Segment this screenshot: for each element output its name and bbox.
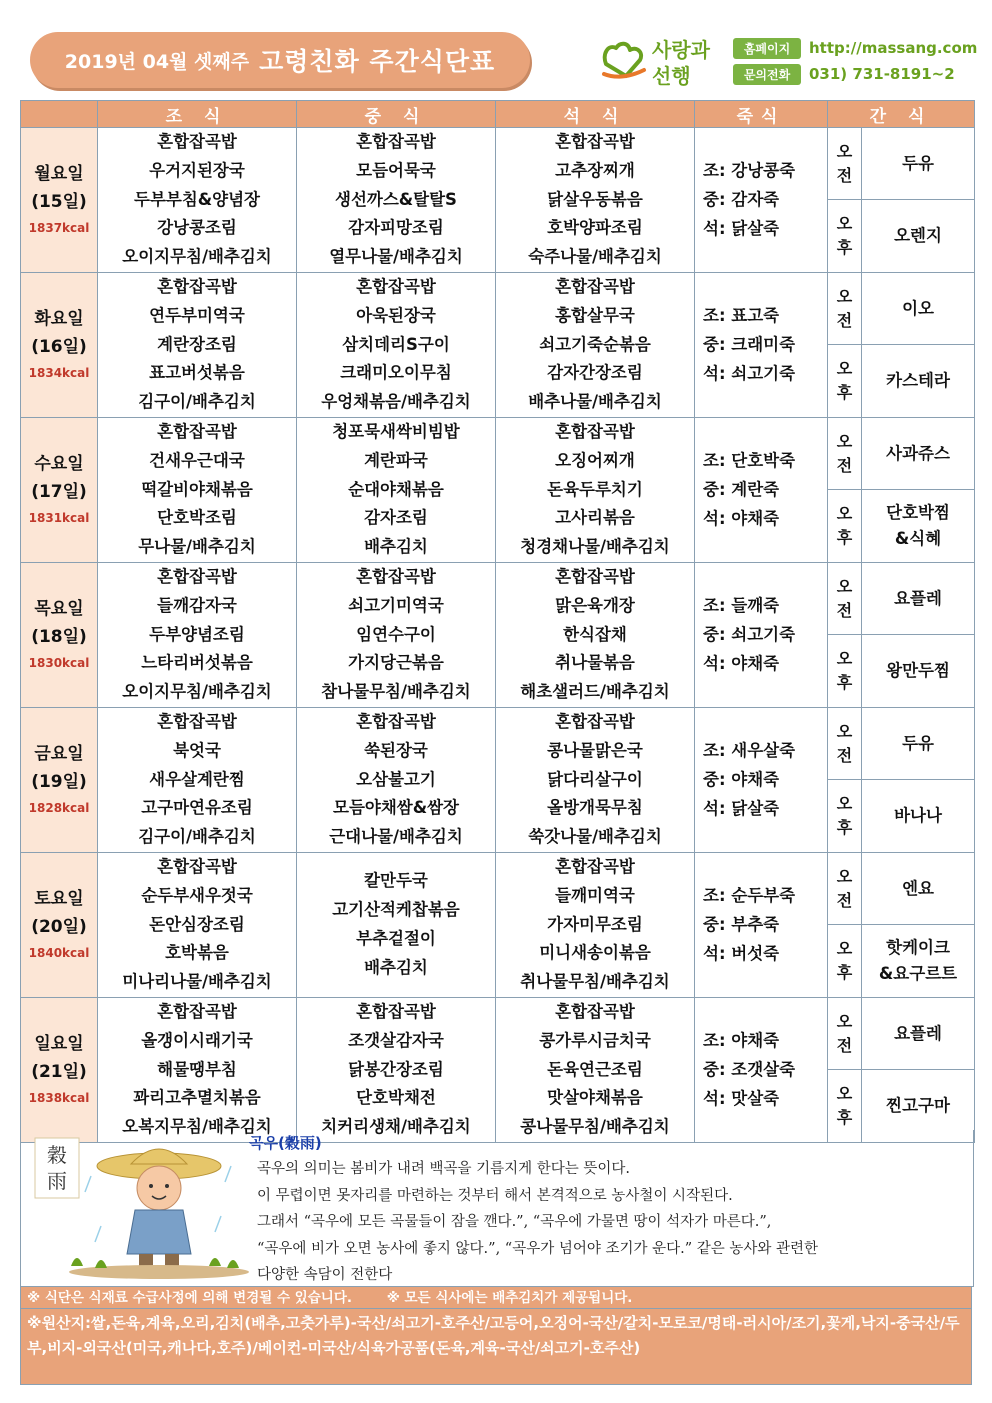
pm-char: 오 — [836, 214, 853, 234]
snack-pm — [862, 200, 975, 273]
menu-item: 혼합잡곡밥 — [157, 711, 237, 731]
day-cell — [21, 997, 98, 1142]
kcal-value: 1828kcal — [28, 800, 90, 815]
menu-item: 혼합잡곡밥 — [157, 276, 237, 296]
menu-item: 석: 쇠고기죽 — [703, 364, 796, 384]
menu-item: 배추나물/배추김치 — [528, 392, 662, 412]
menu-item: 중: 야채죽 — [703, 770, 780, 790]
col-snack: 간 식 — [828, 101, 975, 128]
snack-pm — [862, 780, 975, 853]
day-name: 금요일 — [34, 743, 84, 764]
menu-item: 혼합잡곡밥 — [356, 132, 436, 151]
porridge-cell — [695, 997, 828, 1142]
menu-item: 김구이/배추김치 — [138, 392, 256, 412]
lunch-cell — [297, 997, 496, 1142]
day-cell — [21, 128, 98, 273]
day-date: (21일) — [31, 1061, 87, 1082]
menu-item: 쑥된장국 — [364, 740, 428, 760]
snack-am-label — [828, 997, 862, 1069]
menu-item: 순대야채볶음 — [348, 479, 444, 499]
am-char: 오 — [836, 431, 853, 451]
menu-item: 오복지무침/배추김치 — [122, 1117, 272, 1137]
col-breakfast: 조 식 — [98, 101, 297, 128]
menu-item: 혼합잡곡밥 — [555, 856, 635, 876]
pm-char: 후 — [836, 673, 853, 693]
am-char: 오 — [836, 1011, 853, 1031]
pm-char: 오 — [836, 794, 853, 814]
pm-char: 오 — [836, 504, 853, 524]
menu-item: 돈안심장조림 — [149, 914, 245, 934]
menu-item: 혼합잡곡밥 — [555, 421, 635, 441]
day-date: (17일) — [31, 481, 87, 502]
info-line: “곡우에 비가 오면 농사에 좋지 않다.”, “곡우가 넘어야 조기가 운다.” 같은 농사와 관련한 — [257, 1240, 819, 1257]
day-name: 화요일 — [34, 308, 84, 329]
menu-item: 해초샐러드/배추김치 — [520, 682, 670, 702]
homepage-label: 홈페이지 — [733, 38, 801, 59]
day-cell — [21, 852, 98, 997]
porridge-cell — [695, 417, 828, 562]
menu-item: 혼합잡곡밥 — [157, 856, 237, 876]
menu-item: 맑은육개장 — [555, 595, 635, 615]
day-name: 토요일 — [34, 888, 84, 909]
breakfast-cell — [98, 852, 297, 997]
menu-item: 중: 감자죽 — [703, 190, 780, 210]
kcal-value: 1840kcal — [28, 945, 90, 960]
menu-item: 혼합잡곡밥 — [157, 566, 237, 586]
menu-item: 맛살야채볶음 — [547, 1088, 643, 1108]
title-main: 고령친화 주간식단표 — [259, 47, 496, 76]
info-line: 다양한 속담이 전한다 — [257, 1267, 393, 1283]
menu-item: 순두부새우젓국 — [141, 885, 253, 905]
menu-item: 가지당근볶음 — [348, 653, 444, 673]
day-date: (19일) — [31, 771, 87, 792]
menu-item: 중: 부추죽 — [703, 915, 780, 935]
pm-char: 오 — [836, 359, 853, 379]
day-name: 목요일 — [34, 598, 84, 619]
am-char: 전 — [836, 600, 853, 620]
notice-bar — [20, 1287, 972, 1309]
pm-char: 후 — [836, 383, 853, 403]
menu-item: 해물땡부침 — [157, 1059, 237, 1079]
menu-item: 엔요 — [902, 878, 934, 898]
porridge-cell — [695, 128, 828, 273]
menu-item: 배추김치 — [364, 537, 428, 557]
origin-bar: ※원산지:쌀,돈육,계육,오리,김치(배추,고춧가루)-국산/쇠고기-호주산/고등어,오징어-국산/갈치-모로코/명태-러시아/조기,꽃게,낙지-중국산/두부,비지-외국산(미국,캐나다,호주)/베이컨-미국산/식육가공품(돈육,계육-국산/쇠고기-호주산) — [20, 1309, 972, 1385]
homepage-link[interactable]: http://massang.com — [809, 39, 978, 57]
menu-item: 두유 — [902, 153, 934, 173]
menu-item: 혼합잡곡밥 — [157, 1001, 237, 1021]
menu-item: 아욱된장국 — [356, 305, 436, 325]
am-char: 오 — [836, 721, 853, 741]
info-box — [20, 1130, 974, 1287]
day-date: (20일) — [31, 916, 87, 937]
dinner-cell — [496, 852, 695, 997]
menu-item: 미니새송이볶음 — [539, 943, 651, 963]
snack-pm-label — [828, 345, 862, 418]
menu-item: &식혜 — [894, 529, 942, 549]
menu-item: 고구마연유조림 — [141, 798, 253, 818]
snack-am-label — [828, 417, 862, 489]
menu-item: 중: 쇠고기죽 — [703, 625, 796, 645]
day-row — [21, 128, 975, 200]
menu-item: 들깨감자국 — [157, 595, 237, 615]
day-cell — [21, 707, 98, 852]
menu-item: 혼합잡곡밥 — [356, 711, 436, 731]
snack-am — [862, 997, 975, 1069]
lunch-cell — [297, 128, 496, 273]
snack-am — [862, 852, 975, 924]
pm-char: 오 — [836, 1084, 853, 1104]
menu-item: 가자미무조림 — [547, 914, 643, 934]
info-line: 그래서 “곡우에 모든 곡물들이 잠을 깬다.”, “곡우에 가물면 땅이 석자가 마른다.”, — [257, 1214, 772, 1230]
day-cell — [21, 272, 98, 417]
menu-item: 오징어찌개 — [555, 450, 635, 470]
menu-item: 청포묵새싹비빔밥 — [332, 421, 460, 441]
col-day — [21, 101, 98, 128]
am-char: 전 — [836, 455, 853, 475]
porridge-cell — [695, 852, 828, 997]
menu-item: 감자간장조림 — [547, 363, 643, 383]
breakfast-cell — [98, 562, 297, 707]
menu-item: 임연수구이 — [356, 624, 436, 644]
lunch-cell — [297, 707, 496, 852]
kcal-value: 1838kcal — [28, 1090, 90, 1105]
dinner-cell — [496, 707, 695, 852]
menu-item: 단호박채전 — [356, 1088, 436, 1108]
day-cell — [21, 562, 98, 707]
menu-item: 표고버섯볶음 — [149, 363, 245, 383]
menu-item: 혼합잡곡밥 — [157, 421, 237, 441]
menu-item: 근대나물/배추김치 — [329, 827, 463, 847]
hanja-2: 雨 — [47, 1169, 67, 1193]
menu-item: 취나물볶음 — [555, 653, 635, 673]
menu-item: 우엉채볶음/배추김치 — [321, 392, 471, 412]
menu-item: 콩나물맑은국 — [547, 740, 643, 760]
snack-pm-label — [828, 200, 862, 273]
menu-item: 생선까스&탈탈S — [335, 189, 457, 209]
pm-char: 후 — [836, 963, 853, 983]
dinner-cell — [496, 417, 695, 562]
menu-item: 치커리생채/배추김치 — [321, 1117, 471, 1137]
kcal-value: 1830kcal — [28, 655, 90, 670]
menu-item: 무나물/배추김치 — [138, 537, 256, 557]
pm-char: 후 — [836, 238, 853, 258]
menu-item: 떡갈비야채볶음 — [141, 479, 253, 499]
menu-item: 고기산적케찹볶음 — [332, 900, 460, 920]
menu-item: 석: 닭살죽 — [703, 799, 780, 819]
menu-item: 청경채나물/배추김치 — [520, 537, 670, 557]
menu-item: 모듬야채쌈&쌈장 — [333, 798, 459, 818]
menu-item: 바나나 — [894, 806, 942, 826]
farmer-rain-illustration — [31, 1136, 251, 1281]
day-row — [21, 272, 975, 344]
porridge-cell — [695, 272, 828, 417]
snack-am-label — [828, 707, 862, 779]
menu-item: 고사리볶음 — [555, 508, 635, 528]
menu-item: 참나물무침/배추김치 — [321, 682, 471, 702]
menu-item: 호박볶음 — [165, 943, 229, 963]
menu-item: 석: 야채죽 — [703, 509, 780, 529]
menu-item: 단호박조림 — [157, 508, 237, 528]
menu-item: 조: 표고죽 — [703, 306, 780, 326]
am-char: 오 — [836, 576, 853, 596]
menu-item: 한식잡채 — [563, 624, 627, 644]
breakfast-cell — [98, 997, 297, 1142]
menu-item: 핫케이크 — [886, 938, 950, 958]
weekly-menu-table — [20, 100, 975, 1143]
menu-item: 닭살우동볶음 — [547, 189, 643, 209]
menu-item: 혼합잡곡밥 — [356, 276, 436, 296]
logo — [600, 30, 720, 88]
info-text — [257, 1156, 957, 1289]
title-banner — [30, 32, 530, 88]
phone-number: 031) 731-8191~2 — [809, 65, 955, 83]
menu-item: 중: 크래미죽 — [703, 335, 796, 355]
pm-char: 오 — [836, 649, 853, 669]
snack-am-label — [828, 562, 862, 634]
menu-item: 감자피망조림 — [348, 218, 444, 238]
menu-item: 혼합잡곡밥 — [555, 711, 635, 731]
day-date: (15일) — [31, 191, 87, 212]
logo-text-2: 선행 — [652, 64, 691, 88]
menu-item: 조: 야채죽 — [703, 1031, 780, 1051]
menu-item: 들깨미역국 — [555, 885, 635, 905]
snack-am — [862, 417, 975, 489]
menu-item: 숙주나물/배추김치 — [528, 247, 662, 267]
dinner-cell — [496, 272, 695, 417]
day-row — [21, 997, 975, 1069]
breakfast-cell — [98, 417, 297, 562]
menu-item: 석: 버섯죽 — [703, 944, 780, 964]
menu-item: 연두부미역국 — [149, 305, 245, 325]
menu-item: 삼치데리S구이 — [342, 334, 450, 354]
menu-item: 콩가루시금치국 — [539, 1030, 651, 1050]
menu-item: 오렌지 — [894, 226, 942, 246]
menu-item: 이오 — [902, 298, 934, 318]
menu-item: 부추겉절이 — [356, 928, 436, 948]
breakfast-cell — [98, 272, 297, 417]
menu-item: 고추장찌개 — [555, 160, 635, 180]
snack-pm-label — [828, 780, 862, 853]
menu-item: 카스테라 — [886, 371, 950, 391]
homepage-row — [733, 37, 978, 59]
am-char: 오 — [836, 286, 853, 306]
menu-item: 혼합잡곡밥 — [356, 1001, 436, 1021]
menu-item: 계란장조림 — [157, 334, 237, 354]
lunch-cell — [297, 562, 496, 707]
lunch-cell — [297, 852, 496, 997]
menu-item: 취나물무침/배추김치 — [520, 972, 670, 992]
info-line: 곡우의 의미는 봄비가 내려 백곡을 기름지게 한다는 뜻이다. — [257, 1161, 631, 1177]
menu-item: 북엇국 — [173, 740, 221, 760]
menu-item: 오이지무침/배추김치 — [122, 682, 272, 702]
day-row — [21, 852, 975, 924]
menu-item: &요구르트 — [878, 964, 958, 984]
menu-item: 오이지무침/배추김치 — [122, 247, 272, 267]
snack-am-label — [828, 272, 862, 344]
menu-item: 올방개묵무침 — [547, 798, 643, 818]
porridge-cell — [695, 707, 828, 852]
am-char: 전 — [836, 165, 853, 185]
am-char: 전 — [836, 1035, 853, 1055]
am-char: 오 — [836, 866, 853, 886]
am-char: 전 — [836, 745, 853, 765]
kcal-value: 1831kcal — [28, 510, 90, 525]
menu-item: 돈육연근조림 — [547, 1059, 643, 1079]
snack-pm — [862, 490, 975, 563]
menu-item: 두부양념조림 — [149, 624, 245, 644]
menu-item: 쇠고기죽순볶음 — [539, 334, 651, 354]
am-char: 오 — [836, 141, 853, 161]
menu-item: 단호박찜 — [886, 503, 950, 523]
menu-item: 올갱이시래기국 — [141, 1030, 253, 1050]
menu-item: 조: 들깨죽 — [703, 596, 780, 616]
menu-item: 강낭콩조림 — [157, 218, 237, 238]
pm-char: 오 — [836, 939, 853, 959]
info-line: 이 무렵이면 못자리를 마련하는 것부터 해서 본격적으로 농사철이 시작된다. — [257, 1187, 733, 1204]
menu-item: 혼합잡곡밥 — [555, 132, 635, 151]
snack-am — [862, 128, 975, 200]
menu-item: 호박양파조림 — [547, 218, 643, 238]
menu-item: 혼합잡곡밥 — [555, 276, 635, 296]
menu-item: 찐고구마 — [886, 1096, 950, 1116]
col-porridge: 죽식 — [695, 101, 828, 128]
snack-am — [862, 272, 975, 344]
snack-pm-label — [828, 635, 862, 708]
day-name: 수요일 — [34, 453, 84, 474]
menu-item: 혼합잡곡밥 — [157, 132, 237, 151]
logo-text-1: 사랑과 — [652, 38, 710, 62]
snack-pm-label — [828, 925, 862, 998]
menu-item: 쑥갓나물/배추김치 — [528, 827, 662, 847]
menu-item: 모듬어묵국 — [356, 160, 436, 180]
lunch-cell — [297, 272, 496, 417]
menu-item: 꽈리고추멸치볶음 — [133, 1088, 261, 1108]
menu-item: 콩나물무침/배추김치 — [520, 1117, 670, 1137]
dinner-cell — [496, 128, 695, 273]
am-char: 전 — [836, 890, 853, 910]
menu-item: 열무나물/배추김치 — [329, 247, 463, 267]
menu-item: 왕만두찜 — [886, 661, 950, 681]
menu-item: 우거지된장국 — [149, 160, 245, 180]
kcal-value: 1834kcal — [28, 365, 90, 380]
col-dinner: 석 식 — [496, 101, 695, 128]
menu-item: 중: 계란죽 — [703, 480, 780, 500]
menu-item: 석: 닭살죽 — [703, 219, 780, 239]
snack-am-label — [828, 852, 862, 924]
menu-item: 쇠고기미역국 — [348, 595, 444, 615]
hanja-1: 穀 — [47, 1143, 67, 1167]
day-row — [21, 562, 975, 634]
snack-pm — [862, 925, 975, 998]
menu-item: 닭봉간장조림 — [348, 1059, 444, 1079]
menu-item: 배추김치 — [364, 957, 428, 977]
menu-item: 조: 단호박죽 — [703, 451, 796, 471]
phone-row — [733, 63, 978, 85]
menu-item: 새우살계란찜 — [149, 769, 245, 789]
porridge-cell — [695, 562, 828, 707]
menu-item: 중: 조갯살죽 — [703, 1060, 796, 1080]
menu-item: 혼합잡곡밥 — [555, 566, 635, 586]
menu-item: 혼합잡곡밥 — [356, 566, 436, 586]
menu-item: 닭다리살구이 — [547, 769, 643, 789]
day-row — [21, 707, 975, 779]
day-name: 일요일 — [34, 1033, 84, 1054]
pm-char: 후 — [836, 1108, 853, 1128]
day-cell — [21, 417, 98, 562]
menu-item: 요플레 — [894, 588, 942, 608]
notice-change: ※ 식단은 식재료 수급사정에 의해 변경될 수 있습니다. — [27, 1290, 353, 1306]
dinner-cell — [496, 562, 695, 707]
breakfast-cell — [98, 707, 297, 852]
menu-item: 석: 야채죽 — [703, 654, 780, 674]
title-week: 2019년 04월 셋째주 — [64, 50, 250, 73]
notice-kimchi: ※ 모든 식사에는 배추김치가 제공됩니다. — [386, 1290, 633, 1306]
menu-item: 석: 맛살죽 — [703, 1089, 780, 1109]
pm-char: 후 — [836, 818, 853, 838]
pm-char: 후 — [836, 528, 853, 548]
menu-item: 크래미오이무침 — [340, 363, 452, 383]
day-name: 월요일 — [34, 163, 84, 184]
menu-item: 계란파국 — [364, 450, 428, 470]
breakfast-cell — [98, 128, 297, 273]
menu-item: 칼만두국 — [364, 871, 428, 891]
snack-am — [862, 562, 975, 634]
day-row — [21, 417, 975, 489]
menu-item: 조: 강낭콩죽 — [703, 161, 796, 181]
menu-item: 혼합잡곡밥 — [555, 1001, 635, 1021]
hands-heart-icon — [600, 34, 650, 82]
menu-item: 사과쥬스 — [886, 443, 950, 463]
lunch-cell — [297, 417, 496, 562]
menu-item: 조갯살감자국 — [348, 1030, 444, 1050]
snack-pm — [862, 345, 975, 418]
menu-item: 돈육두루치기 — [547, 479, 643, 499]
menu-item: 김구이/배추김치 — [138, 827, 256, 847]
menu-item: 홍합살무국 — [555, 305, 635, 325]
snack-pm — [862, 635, 975, 708]
col-lunch: 중 식 — [297, 101, 496, 128]
am-char: 전 — [836, 310, 853, 330]
menu-item: 요플레 — [894, 1023, 942, 1043]
header-row — [21, 101, 975, 128]
dinner-cell — [496, 997, 695, 1142]
menu-item: 미나리나물/배추김치 — [122, 972, 272, 992]
snack-am — [862, 707, 975, 779]
snack-am-label — [828, 128, 862, 200]
menu-item: 느타리버섯볶음 — [141, 653, 253, 673]
menu-item: 오삼불고기 — [356, 769, 436, 789]
menu-item: 감자조림 — [364, 508, 428, 528]
menu-body — [21, 128, 975, 1143]
menu-item: 조: 새우살죽 — [703, 741, 796, 761]
snack-pm-label — [828, 490, 862, 563]
menu-item: 건새우근대국 — [149, 450, 245, 470]
phone-label: 문의전화 — [733, 64, 801, 85]
kcal-value: 1837kcal — [28, 220, 90, 235]
menu-item: 조: 순두부죽 — [703, 886, 796, 906]
info-title: 곡우(穀雨) — [249, 1134, 322, 1152]
menu-item: 두부부침&양념장 — [134, 189, 260, 209]
menu-item: 두유 — [902, 733, 934, 753]
day-date: (18일) — [31, 626, 87, 647]
day-date: (16일) — [31, 336, 87, 357]
